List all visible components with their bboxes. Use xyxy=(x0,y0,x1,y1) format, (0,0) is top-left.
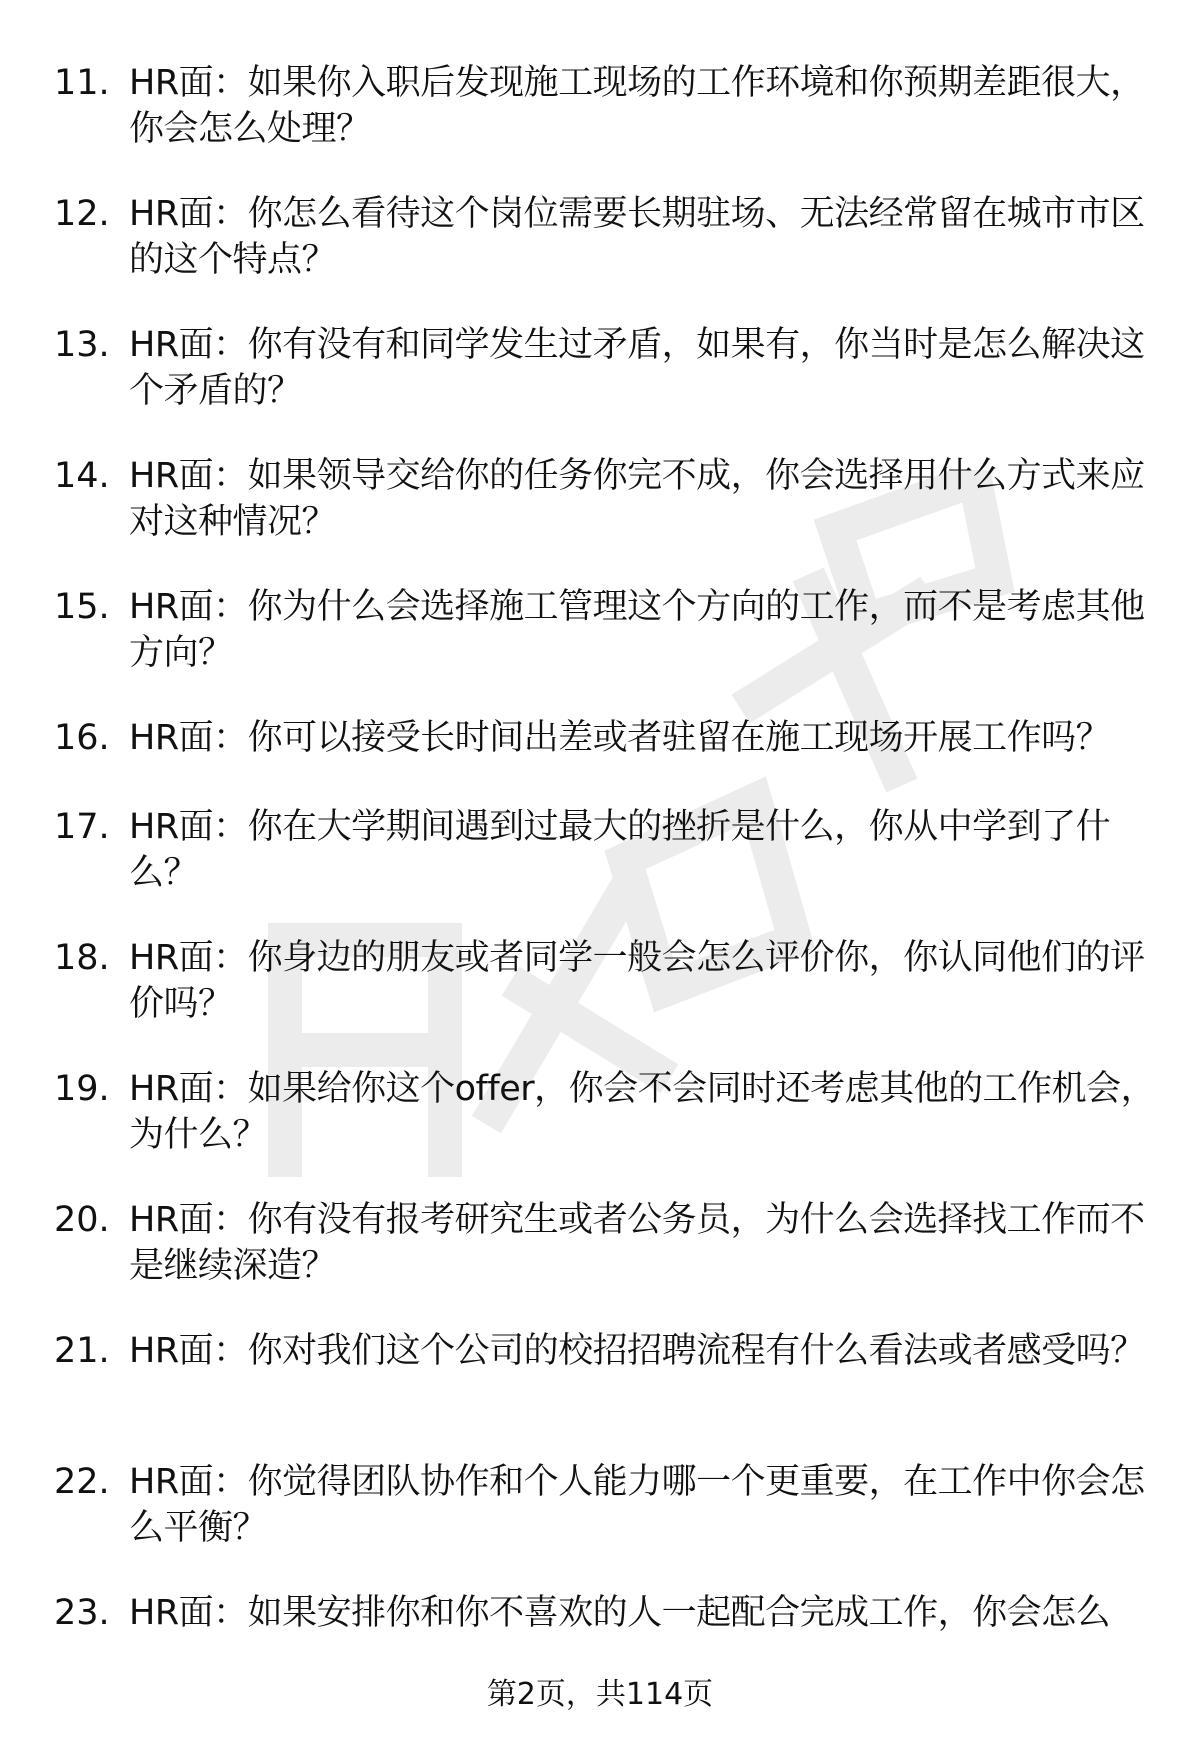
question-number: 15. xyxy=(54,587,110,627)
question-text: HR面：你有没有和同学发生过矛盾，如果有，你当时是怎么解决这个矛盾的？ xyxy=(129,325,1145,411)
list-item xyxy=(0,804,1200,935)
list-item xyxy=(0,715,1200,804)
list-item xyxy=(0,1066,1200,1197)
question-text: HR面：如果给你这个offer，你会不会同时还考虑其他的工作机会，为什么？ xyxy=(129,1069,1156,1155)
list-item xyxy=(0,1590,1200,1660)
question-number: 23. xyxy=(54,1593,110,1633)
question-number: 12. xyxy=(54,194,110,234)
question-number: 19. xyxy=(54,1069,110,1109)
question-text: HR面：你身边的朋友或者同学一般会怎么评价你，你认同他们的评价吗？ xyxy=(129,938,1145,1024)
question-list xyxy=(0,60,1200,1660)
question-text: HR面：如果领导交给你的任务你完不成，你会选择用什么方式来应对这种情况？ xyxy=(129,456,1145,542)
question-text: HR面：如果你入职后发现施工现场的工作环境和你预期差距很大，你会怎么处理？ xyxy=(129,63,1145,149)
list-item xyxy=(0,60,1200,191)
list-item xyxy=(0,584,1200,715)
list-item xyxy=(0,453,1200,584)
question-number: 20. xyxy=(54,1200,110,1240)
question-text: HR面：你对我们这个公司的校招招聘流程有什么看法或者感受吗？ xyxy=(129,1331,1145,1371)
list-item xyxy=(0,935,1200,1066)
question-text: HR面：你怎么看待这个岗位需要长期驻场、无法经常留在城市市区的这个特点？ xyxy=(129,194,1145,280)
question-text: HR面：你为什么会选择施工管理这个方向的工作，而不是考虑其他方向？ xyxy=(129,587,1145,673)
question-number: 16. xyxy=(54,718,110,758)
question-number: 22. xyxy=(54,1462,110,1502)
page-footer xyxy=(0,1675,1200,1715)
question-number: 14. xyxy=(54,456,110,496)
list-item xyxy=(0,1197,1200,1328)
question-text: HR面：你有没有报考研究生或者公务员，为什么会选择找工作而不是继续深造？ xyxy=(129,1200,1145,1286)
question-number: 11. xyxy=(54,63,110,103)
page-number-label: 第2页，共114页 xyxy=(486,1677,714,1712)
list-item xyxy=(0,191,1200,322)
question-text: HR面：你在大学期间遇到过最大的挫折是什么，你从中学到了什么？ xyxy=(129,807,1111,893)
question-text: HR面：如果安排你和你不喜欢的人一起配合完成工作，你会怎么 xyxy=(129,1593,1111,1633)
list-item xyxy=(0,322,1200,453)
question-number: 21. xyxy=(54,1331,110,1371)
question-number: 13. xyxy=(54,325,110,365)
list-item xyxy=(0,1328,1200,1459)
list-item xyxy=(0,1459,1200,1590)
question-number: 17. xyxy=(54,807,110,847)
question-text: HR面：你可以接受长时间出差或者驻留在施工现场开展工作吗？ xyxy=(129,718,1111,758)
question-number: 18. xyxy=(54,938,110,978)
question-text: HR面：你觉得团队协作和个人能力哪一个更重要，在工作中你会怎么平衡？ xyxy=(129,1462,1145,1548)
